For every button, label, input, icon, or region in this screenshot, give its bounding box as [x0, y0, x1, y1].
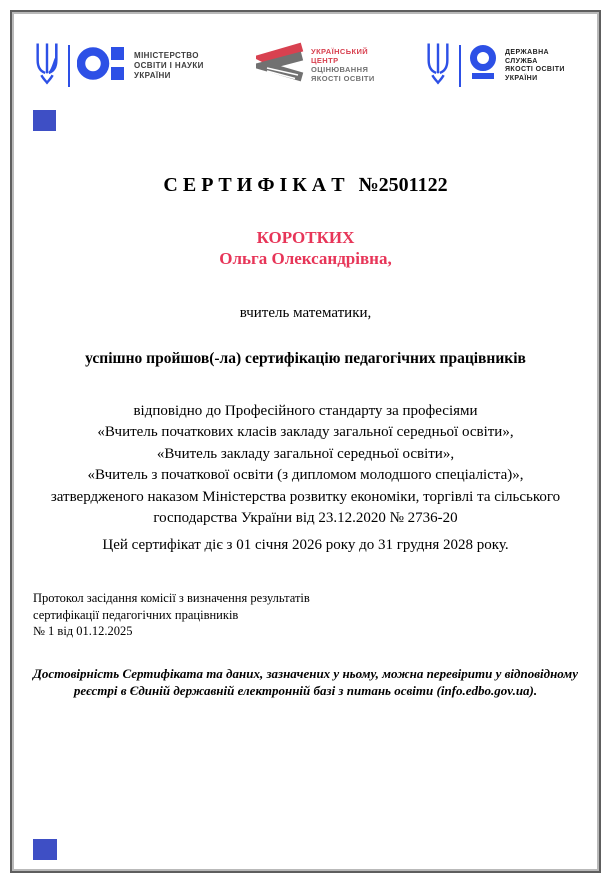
protocol-line: № 1 від 01.12.2025 — [33, 624, 133, 638]
certification-statement: успішно пройшов(-ла) сертифікацію педагогічних працівників — [85, 350, 526, 367]
logo-ministry-of-education — [33, 40, 204, 92]
ucqa-line-1: УКРАЇНСЬКИЙ — [311, 47, 369, 56]
logo-ukrainian-center-quality-assessment — [256, 40, 375, 90]
standard-line: затвердженого наказом Міністерства розвитку економіки, торгівлі та сільського — [50, 488, 561, 505]
standard-line: господарства України від 23.12.2020 № 2736-20 — [153, 510, 458, 527]
ucqa-line-4: ЯКОСТІ ОСВІТИ — [311, 74, 375, 83]
professional-standard-block — [0, 401, 611, 529]
verification-line: Достовірність Сертифіката та даних, зазначених у ньому, можна перевірити у відповідному — [33, 666, 578, 681]
sqe-ring-bar-icon — [468, 45, 498, 88]
ucqa-logo-text — [311, 47, 375, 83]
ministry-line-3: УКРАЇНИ — [134, 71, 171, 80]
verification-line: реєстрі в Єдиній державній електронній базі з питань освіти (info.edbo.gov.ua). — [73, 683, 538, 698]
ministry-line-2: ОСВІТИ І НАУКИ — [134, 61, 204, 70]
ministry-line-1: МІНІСТЕРСТВО — [134, 51, 199, 60]
sqe-logo-text — [505, 49, 565, 83]
tryzub-icon — [33, 41, 61, 92]
sqe-line-4: УКРАЇНИ — [505, 74, 538, 82]
logo-state-service-education-quality — [424, 42, 565, 90]
protocol-line: сертифікації педагогічних працівників — [33, 607, 239, 622]
recipient-position: вчитель математики, — [239, 305, 372, 321]
protocol-line: Протокол засідання комісії з визначення результатів — [33, 591, 310, 605]
certificate-title — [0, 174, 611, 197]
ministry-ring-colon-icon — [77, 45, 127, 87]
recipient-surname: КОРОТКИХ — [256, 228, 355, 247]
certificate-title-word: С Е Р Т И Ф І К А Т — [163, 174, 345, 196]
certificate-number: №2501122 — [358, 174, 448, 196]
validity-period: Цей сертифікат діє з 01 січня 2026 року до 31 грудня 2028 року. — [102, 537, 509, 553]
logo-divider — [459, 45, 461, 87]
verification-note — [0, 665, 611, 699]
stamp-placeholder-top — [33, 110, 56, 131]
standard-line: «Вчитель з початкової освіти (з дипломом молодшого спеціаліста)», — [87, 467, 524, 484]
sqe-line-3: ЯКОСТІ ОСВІТИ — [505, 66, 565, 73]
ucqa-line-2: ЦЕНТР — [311, 56, 339, 65]
protocol-block — [33, 590, 310, 640]
sqe-line-1: ДЕРЖАВНА — [505, 49, 549, 56]
sqe-line-2: СЛУЖБА — [505, 57, 538, 65]
tryzub-icon — [424, 41, 452, 92]
standard-line: «Вчитель закладу загальної середньої освіти», — [156, 445, 455, 462]
standard-line: «Вчитель початкових класів закладу загальної середньої освіти», — [97, 424, 514, 441]
logo-divider — [68, 45, 70, 87]
standard-line: відповідно до Професійного стандарту за професіями — [133, 403, 478, 419]
stamp-placeholder-bottom — [33, 839, 57, 860]
recipient-name-patronymic: Ольга Олександрівна, — [219, 249, 392, 268]
ucqa-book-icon — [256, 41, 304, 90]
ministry-logo-text — [134, 51, 204, 81]
ucqa-line-3: ОЦІНЮВАННЯ — [311, 65, 369, 74]
